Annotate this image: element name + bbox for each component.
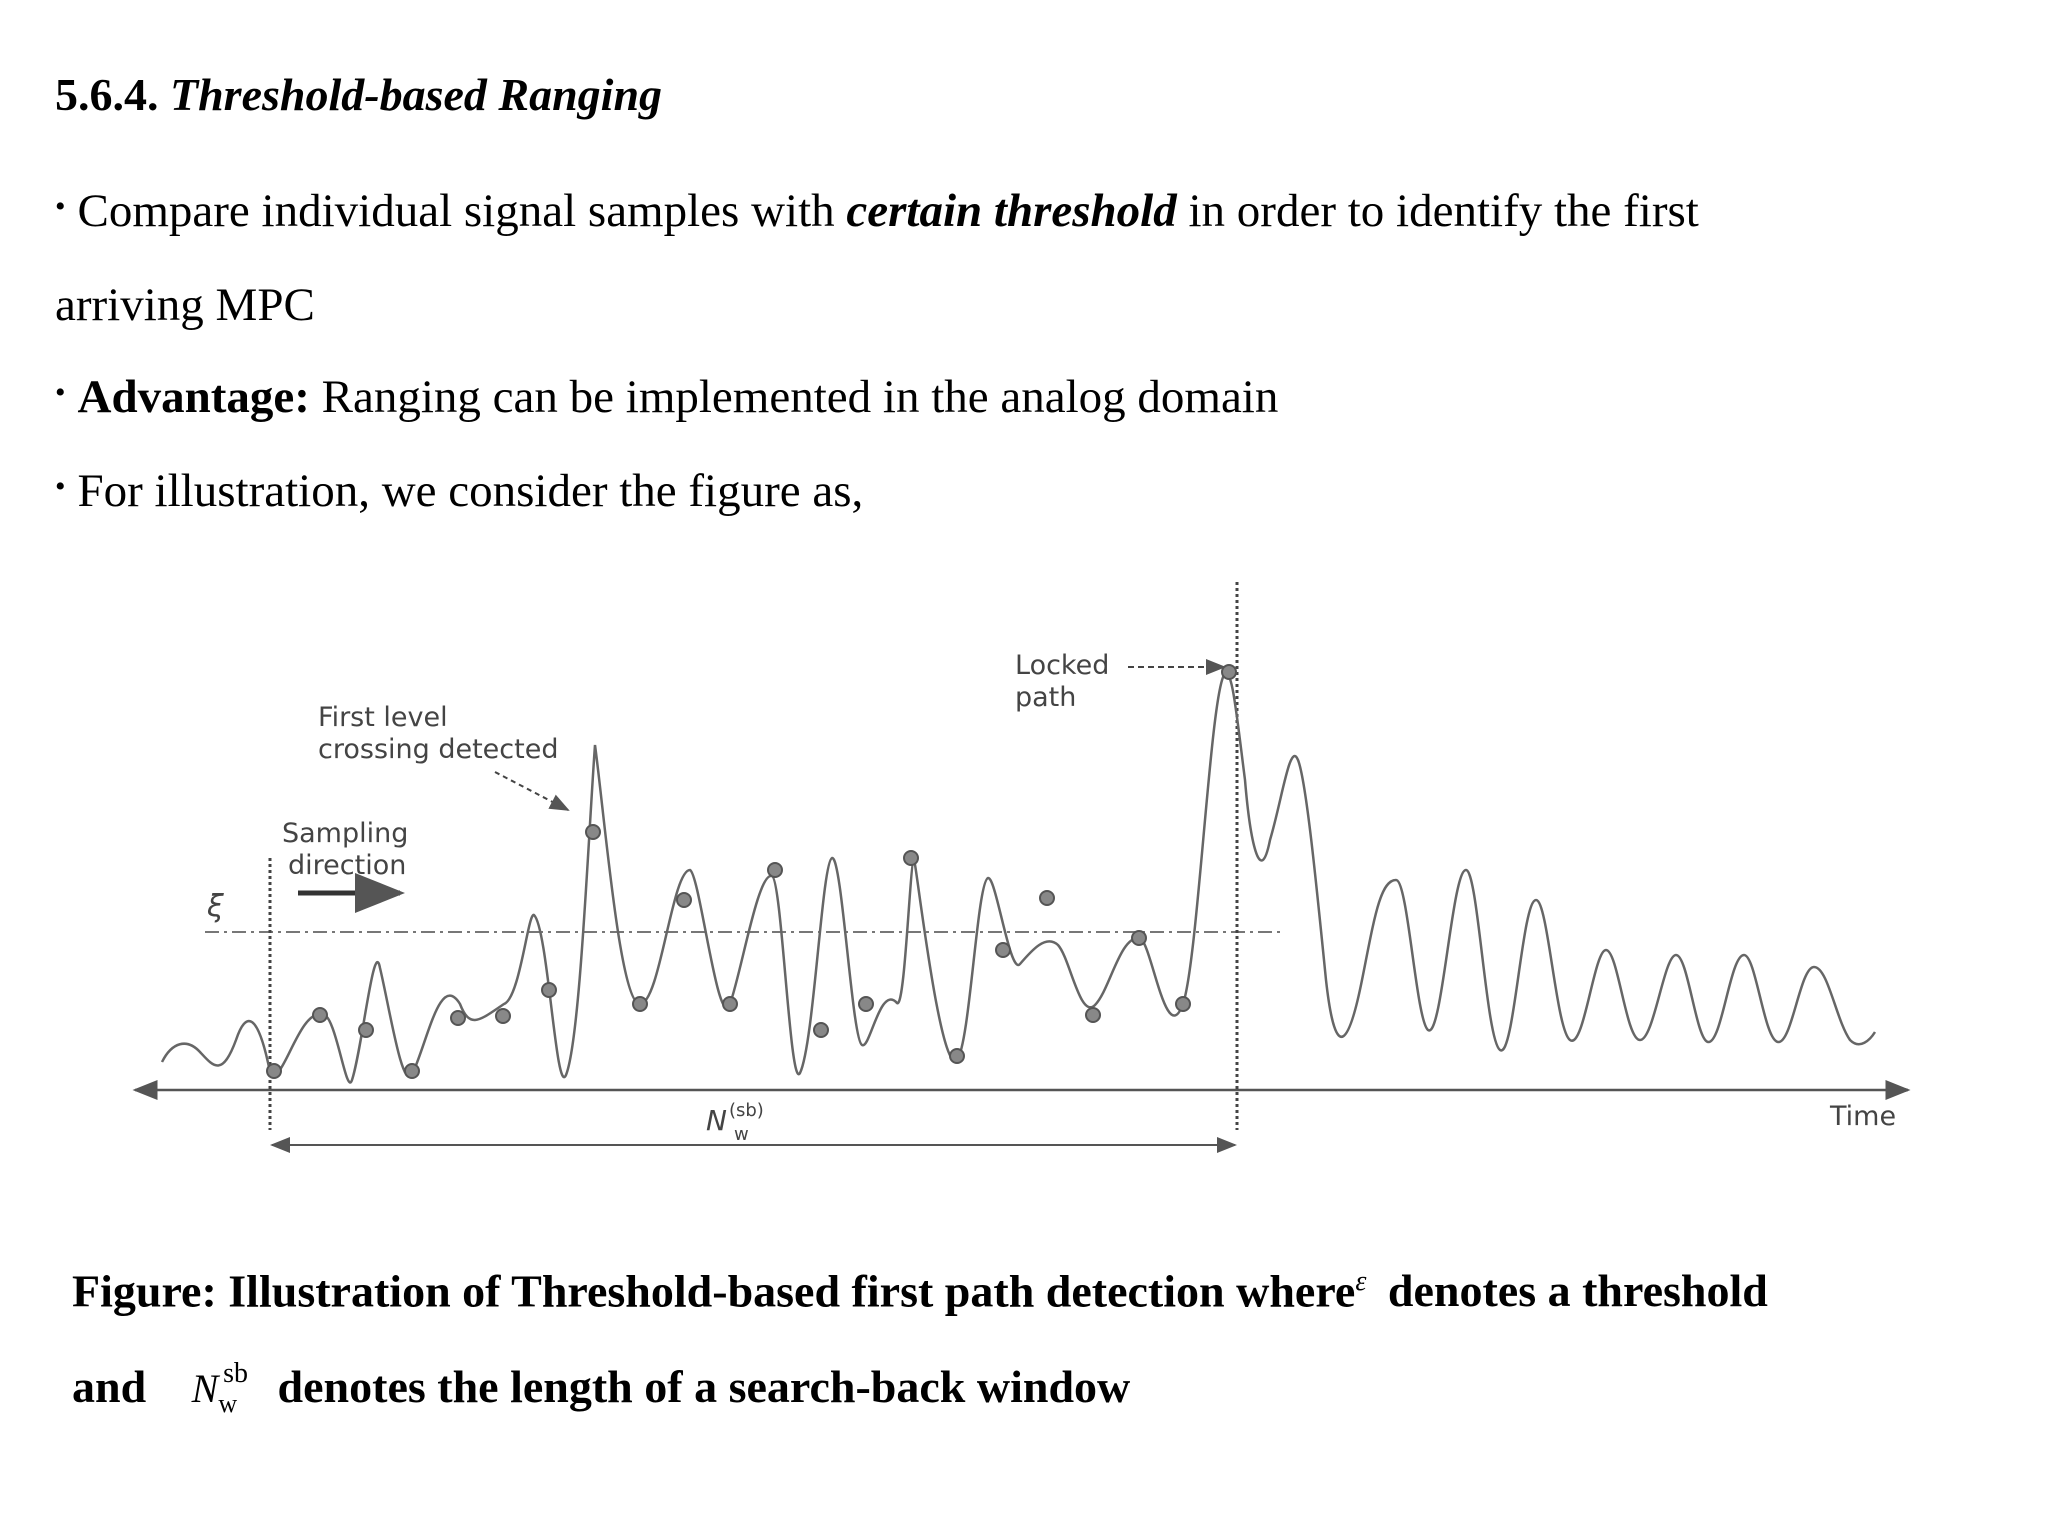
sample-point [677, 893, 691, 907]
sampling-direction-label-line1: Sampling [282, 818, 409, 849]
section-heading [55, 68, 662, 121]
caption-text-2: denotes a threshold [1387, 1265, 1768, 1317]
bullet-dot: • [55, 470, 66, 503]
sample-point [633, 997, 647, 1011]
bullet-2 [55, 371, 1279, 423]
sample-point [1040, 891, 1054, 905]
sample-point [267, 1064, 281, 1078]
sample-point [1176, 997, 1190, 1011]
bullet-1-text-pre: Compare individual signal samples with [77, 185, 835, 237]
bullet-3 [55, 465, 864, 517]
bullet-2-text: Ranging can be implemented in the analog domain [321, 371, 1279, 423]
sampling-direction-label-line2: direction [288, 850, 407, 881]
section-title: Threshold-based Ranging [170, 69, 663, 120]
bullet-1-text-post: in order to identify the first [1188, 185, 1699, 237]
sample-point [723, 997, 737, 1011]
sample-point [859, 997, 873, 1011]
bullet-1-emphasis: certain threshold [846, 185, 1177, 237]
caption-text-1: Figure: Illustration of Threshold-based first path detection where [72, 1265, 1356, 1317]
bullet-1 [55, 185, 1699, 237]
section-number: 5.6.4. [55, 69, 159, 120]
sample-point [814, 1023, 828, 1037]
bullet-2-label: Advantage: [77, 371, 310, 423]
caption-text-3: and [72, 1361, 147, 1412]
sample-point [359, 1023, 373, 1037]
sample-point [1132, 931, 1146, 945]
bullet-dot: • [55, 376, 66, 409]
sample-point [996, 943, 1010, 957]
sample-point [950, 1049, 964, 1063]
bullet-1-continuation: arriving MPC [55, 279, 315, 331]
window-label-sub: w [734, 1124, 749, 1145]
figure-caption-line2 [72, 1360, 1130, 1417]
first-level-label-line1: First level [318, 702, 448, 733]
figure-caption-line1 [72, 1265, 1768, 1317]
sample-point [313, 1008, 327, 1022]
time-axis-label: Time [1830, 1101, 1897, 1132]
window-symbol-main: N [191, 1366, 219, 1411]
sample-point [768, 863, 782, 877]
bullet-dot: • [55, 190, 66, 223]
window-symbol-sub: w [218, 1389, 238, 1418]
sample-point [451, 1011, 465, 1025]
window-symbol-sup: sb [223, 1358, 249, 1389]
ranging-figure [0, 560, 2048, 1160]
sample-point [586, 825, 600, 839]
window-symbol [191, 1358, 249, 1418]
window-label-main: N [706, 1104, 727, 1137]
sample-point [405, 1064, 419, 1078]
locked-path-label-line2: path [1015, 682, 1077, 713]
bullet-3-text: For illustration, we consider the figure as, [77, 465, 864, 517]
search-back-window-label [706, 1100, 764, 1145]
sample-point [1086, 1008, 1100, 1022]
locked-path-label-line1: Locked [1015, 650, 1110, 681]
sample-point [542, 983, 556, 997]
first-level-pointer [495, 772, 568, 810]
caption-text-4: denotes the length of a search-back window [277, 1361, 1131, 1412]
sample-point [904, 851, 918, 865]
sample-point [496, 1009, 510, 1023]
sample-point [1222, 665, 1236, 679]
first-level-label-line2: crossing detected [318, 734, 559, 765]
threshold-symbol: ξ [207, 889, 224, 924]
epsilon-symbol: ε [1355, 1266, 1367, 1297]
window-label-sup: (sb) [728, 1100, 764, 1121]
